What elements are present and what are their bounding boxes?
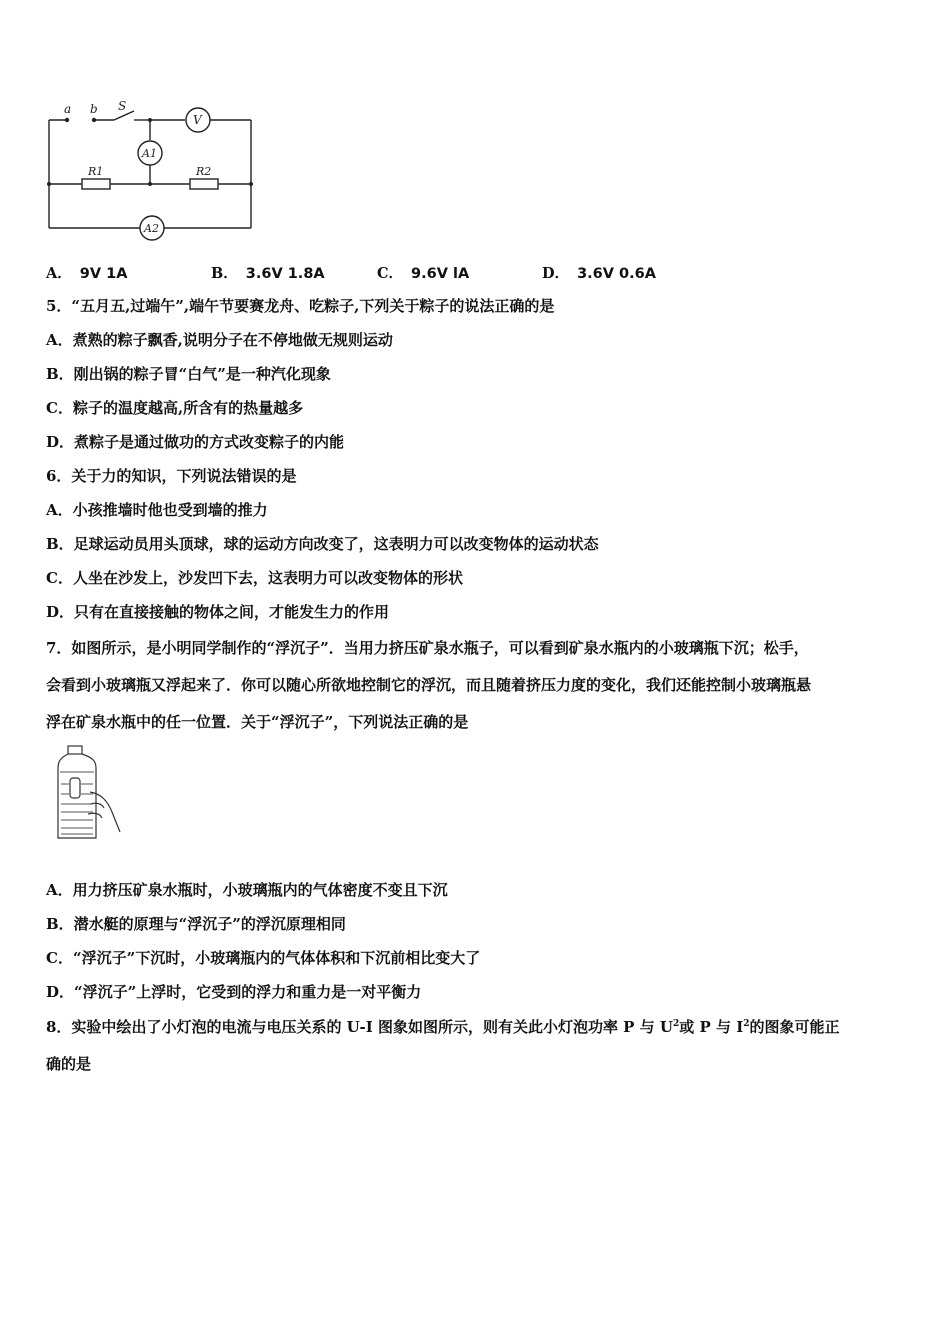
q7-stem-line-1: 7．如图所示，是小明同学制作的“浮沉子”．当用力挤压矿泉水瓶子，可以看到矿泉水瓶内的小玻璃瓶下沉；松手， [46,639,809,657]
q6-option-b: B．足球运动员用头顶球，球的运动方向改变了，这表明力可以改变物体的运动状态 [46,535,599,553]
q7-option-a: A．用力挤压矿泉水瓶时，小玻璃瓶内的气体密度不变且下沉 [46,881,448,899]
q6-option-a: A．小孩推墙时他也受到墙的推力 [46,501,268,519]
q7-option-c: C．“浮沉子”下沉时，小玻璃瓶内的气体体积和下沉前相比变大了 [46,949,481,967]
resistor-r1-label: R1 [88,165,104,178]
q6-option-d: D．只有在直接接触的物体之间，才能发生力的作用 [46,603,390,621]
terminal-a-label: a [64,102,72,116]
cartesian-diver-illustration [50,742,130,844]
voltmeter-label: V [193,113,202,127]
q7-option-b: B．潜水艇的原理与“浮沉子”的浮沉原理相同 [46,915,346,933]
q4-option-b: B． 3.6V 1.8A [211,265,325,282]
circuit-diagram [44,96,264,244]
q6-stem: 6．关于力的知识，下列说法错误的是 [46,467,297,485]
q4-option-a: A． 9V 1A [46,265,128,282]
q5-option-b: B．刚出锅的粽子冒“白气”是一种汽化现象 [46,365,331,383]
q6-option-c: C．人坐在沙发上，沙发凹下去，这表明力可以改变物体的形状 [46,569,463,587]
q5-option-d: D．煮粽子是通过做功的方式改变粽子的内能 [46,433,345,451]
q5-option-a: A．煮熟的粽子飘香,说明分子在不停地做无规则运动 [46,331,393,349]
q7-stem-line-3: 浮在矿泉水瓶中的任一位置．关于“浮沉子”，下列说法正确的是 [46,713,469,731]
switch-label: S [118,99,127,113]
q4-option-d: D． 3.6V 0.6A [542,265,656,282]
q8-stem-line-2: 确的是 [46,1055,92,1073]
resistor-r2-label: R2 [196,165,212,178]
q5-option-c: C．粽子的温度越高,所含有的热量越多 [46,399,304,417]
q7-option-d: D．“浮沉子”上浮时，它受到的浮力和重力是一对平衡力 [46,983,422,1001]
ammeter-a2-label: A2 [144,222,159,235]
q5-stem: 5．“五月五,过端午”,端午节要赛龙舟、吃粽子,下列关于粽子的说法正确的是 [46,297,555,315]
ammeter-a1-label: A1 [142,147,157,160]
q7-stem-line-2: 会看到小玻璃瓶又浮起来了．你可以随心所欲地控制它的浮沉，而且随着挤压力度的变化，我们还能控制小玻璃瓶悬 [46,676,812,694]
terminal-b-label: b [90,102,98,116]
q4-option-c: C． 9.6V lA [377,265,470,282]
q8-stem-line-1: 8．实验中绘出了小灯泡的电流与电压关系的 U-I 图象如图所示，则有关此小灯泡功率 P 与 $U^2$或 P 与 $I^2$的图象可能正 [46,1018,840,1036]
